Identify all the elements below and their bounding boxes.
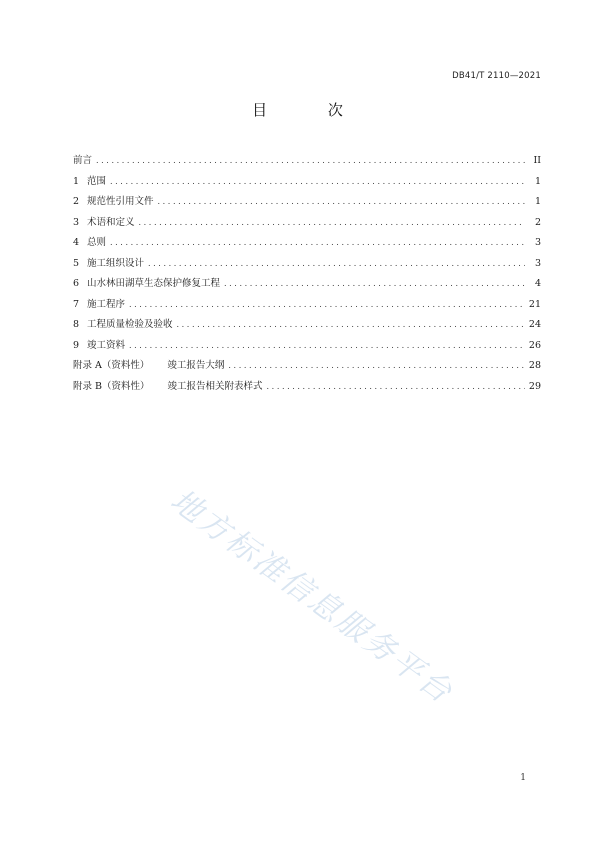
toc-entry-number: 1: [73, 175, 80, 187]
toc-entry-page: 24: [528, 319, 541, 330]
toc-entry-page: 21: [528, 298, 541, 310]
toc-entry-page: 28: [528, 360, 541, 371]
toc-leader-dots: [177, 315, 525, 336]
toc-entry-page: 4: [534, 278, 541, 289]
table-of-contents: [73, 151, 541, 397]
toc-entry-4[interactable]: [73, 233, 541, 254]
toc-leader-dots: [110, 233, 525, 254]
toc-entry-number: 6: [73, 278, 80, 289]
toc-entry-label: 术语和定义: [87, 216, 135, 228]
toc-entry-number: 3: [73, 216, 80, 228]
toc-entry-page: 1: [534, 175, 541, 187]
toc-entry-label: 前言: [73, 155, 93, 166]
document-code: DB41/T 2110—2021: [452, 71, 541, 81]
toc-entry-number: 4: [73, 237, 80, 248]
toc-entry-7[interactable]: [73, 295, 541, 316]
toc-entry-page: 2: [534, 216, 541, 228]
toc-entry-number: 7: [73, 298, 80, 310]
toc-entry-page: 1: [534, 196, 541, 207]
toc-title: 目 次: [252, 101, 371, 119]
toc-entry-label: 施工程序: [87, 298, 126, 310]
toc-leader-dots: [228, 356, 525, 377]
toc-entry-number: 9: [73, 339, 80, 351]
toc-leader-dots: [129, 295, 525, 316]
watermark: 地方标准信息服务平台: [163, 482, 461, 712]
toc-leader-dots: [129, 336, 525, 357]
toc-leader-dots: [139, 213, 525, 234]
toc-appendix-prefix: 附录 A（资料性）: [73, 360, 150, 371]
toc-entry-number: 5: [73, 257, 80, 269]
toc-entry-appendix-b[interactable]: [73, 377, 541, 398]
toc-entry-number: 2: [73, 196, 80, 207]
toc-entry-2[interactable]: [73, 192, 541, 213]
toc-entry-1[interactable]: [73, 172, 541, 193]
toc-entry-label: 竣工报告大纲: [167, 360, 225, 371]
toc-entry-8[interactable]: [73, 315, 541, 336]
toc-entry-9[interactable]: [73, 336, 541, 357]
toc-entry-label: 总则: [87, 237, 107, 248]
toc-entry-label: 施工组织设计: [87, 257, 145, 269]
toc-leader-dots: [224, 274, 525, 295]
toc-entry-page: 29: [528, 380, 541, 392]
toc-entry-label: 工程质量检验及验收: [87, 319, 173, 330]
toc-leader-dots: [267, 377, 525, 398]
toc-entry-6[interactable]: [73, 274, 541, 295]
toc-entry-label: 竣工资料: [87, 339, 126, 351]
toc-appendix-prefix: 附录 B（资料性）: [73, 380, 150, 392]
toc-leader-dots: [96, 151, 525, 172]
toc-entry-appendix-a[interactable]: [73, 356, 541, 377]
toc-entry-label: 规范性引用文件: [87, 196, 154, 207]
toc-leader-dots: [158, 192, 525, 213]
toc-leader-dots: [110, 172, 525, 193]
toc-entry-3[interactable]: [73, 213, 541, 234]
toc-entry-label: 竣工报告相关附表样式: [167, 380, 263, 392]
toc-leader-dots: [148, 254, 525, 275]
toc-entry-5[interactable]: [73, 254, 541, 275]
toc-entry-label: 范围: [87, 175, 107, 187]
toc-entry-page: II: [533, 155, 541, 166]
toc-entry-foreword[interactable]: [73, 151, 541, 172]
page-number: 1: [520, 773, 526, 783]
toc-entry-page: 3: [534, 257, 541, 269]
toc-entry-label: 山水林田湖草生态保护修复工程: [87, 278, 221, 289]
toc-entry-page: 26: [528, 339, 541, 351]
toc-entry-number: 8: [73, 319, 80, 330]
toc-entry-page: 3: [534, 237, 541, 248]
